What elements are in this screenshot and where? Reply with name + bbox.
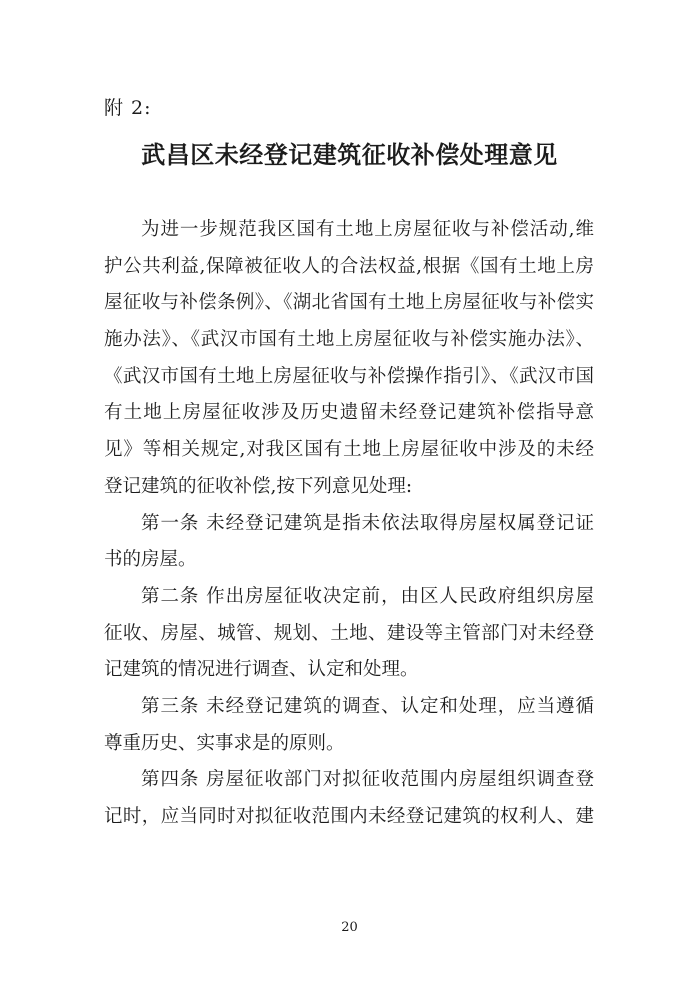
article-3 [104,689,594,762]
page-number: 20 [341,920,358,935]
text-line: 记时，应当同时对拟征收范围内未经登记建筑的权利人、建 [104,806,594,827]
text-line: 为进一步规范我区国有土地上房屋征收与补偿活动,维 [141,219,594,240]
text-line: 有土地上房屋征收涉及历史遗留未经登记建筑补偿指导意 [104,402,594,424]
document-title: 武昌区未经登记建筑征收补偿处理意见 [141,141,558,169]
attachment-label: 附 2: [104,97,152,119]
text-line: 登记建筑的征收补偿,按下列意见处理: [104,475,413,497]
text-line: 征收、房屋、城管、规划、土地、建设等主管部门对未经登 [104,622,594,644]
text-line: 护公共利益,保障被征收人的合法权益,根据《国有土地上房 [104,255,594,277]
text-line: 书的房屋。 [104,549,197,571]
text-line: 第三条 未经登记建筑的调查、认定和处理，应当遵循 [141,695,594,717]
text-line: 第四条 房屋征收部门对拟征收范围内房屋组织调查登 [141,769,594,791]
article-1 [104,506,594,579]
article-4 [104,762,594,835]
text-line: 第二条 作出房屋征收决定前，由区人民政府组织房屋 [141,585,594,607]
article-2 [104,579,594,689]
text-line: 见》等相关规定,对我区国有土地上房屋征收中涉及的未经 [104,439,594,461]
text-line: 第一条 未经登记建筑是指未依法取得房屋权属登记证 [141,512,594,534]
text-line: 施办法》、《武汉市国有土地上房屋征收与补偿实施办法》、 [104,329,594,351]
preamble-paragraph [104,212,594,506]
text-line: 《武汉市国有土地上房屋征收与补偿操作指引》、《武汉市国 [104,365,594,387]
text-line: 尊重历史、实事求是的原则。 [104,732,345,754]
document-body [104,212,594,836]
text-line: 记建筑的情况进行调查、认定和处理。 [104,659,419,681]
text-line: 屋征收与补偿条例》、《湖北省国有土地上房屋征收与补偿实 [104,292,594,314]
